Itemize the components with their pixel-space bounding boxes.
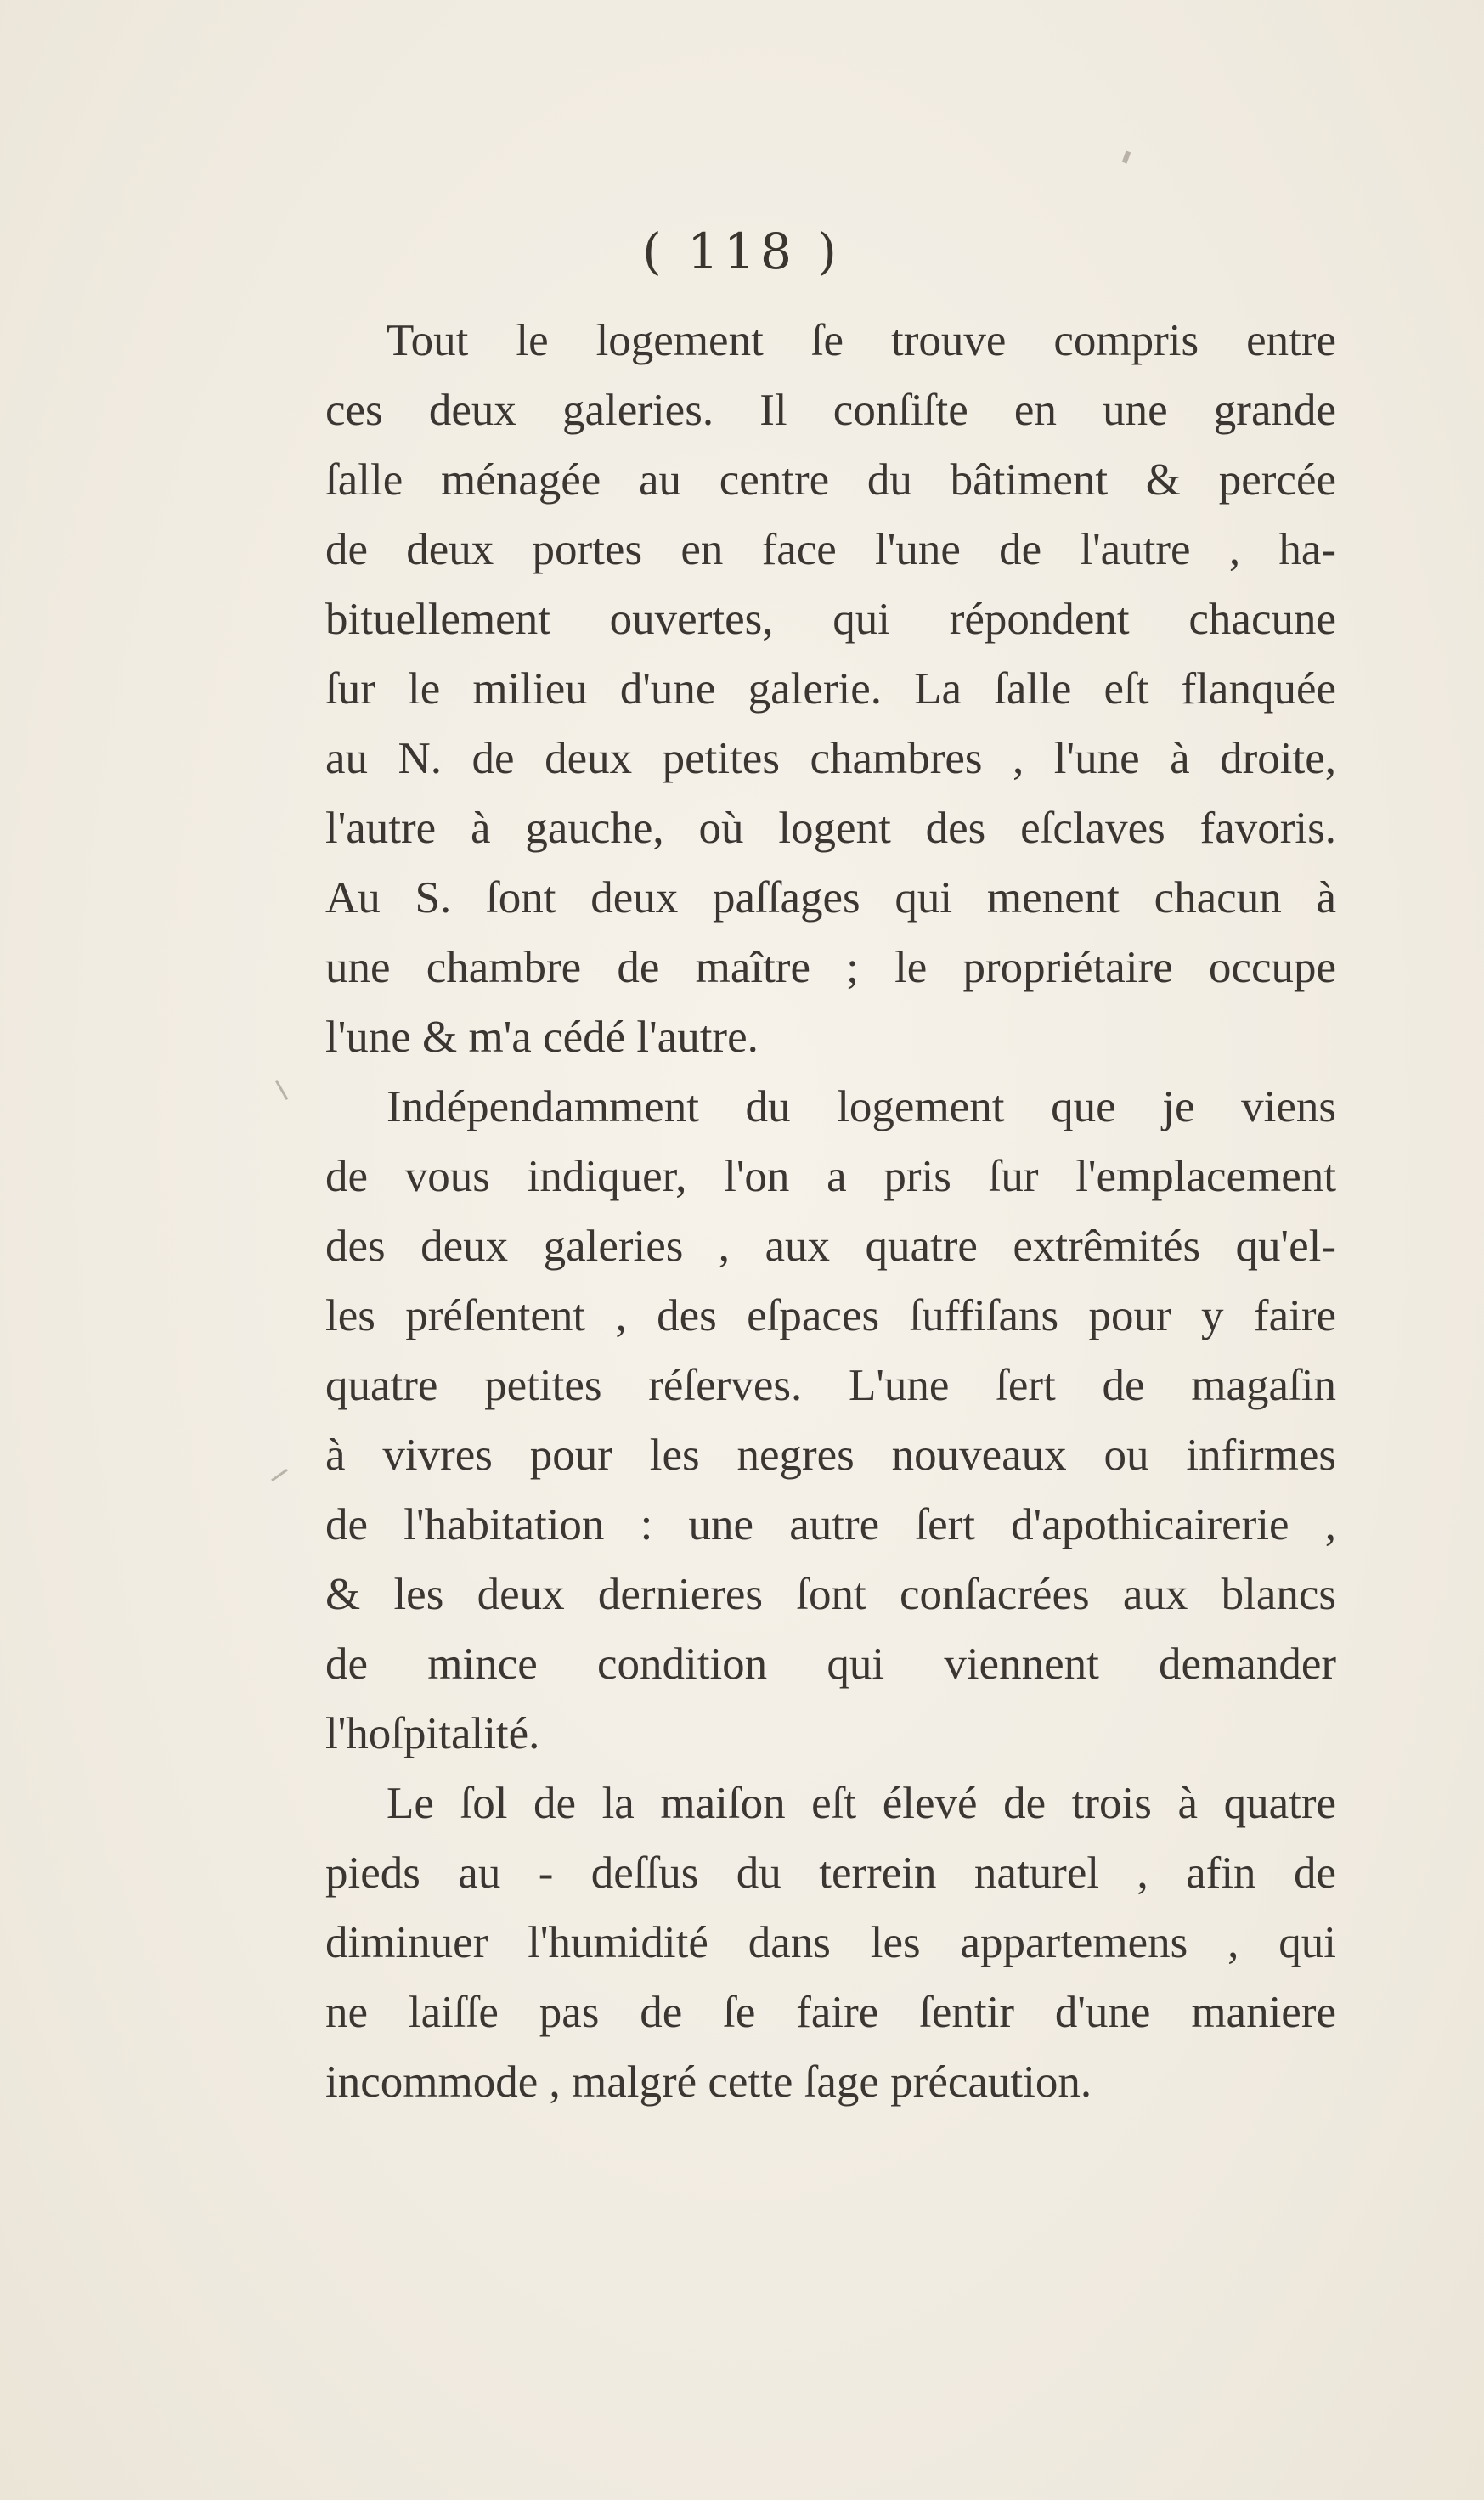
text-line: une chambre de maître ; le propriétaire occupe bbox=[325, 943, 1336, 992]
text-line: incommode , malgré cette ſage précaution. bbox=[325, 2057, 1092, 2107]
text-line: diminuer l'humidité dans les appartemens , qui bbox=[325, 1918, 1336, 1967]
text-line: les préſentent , des eſpaces ſuffiſans pour y faire bbox=[325, 1291, 1336, 1340]
text-line: de vous indiquer, l'on a pris ſur l'emplacement bbox=[325, 1152, 1336, 1201]
text-line: ſur le milieu d'une galerie. La ſalle eſt flanquée bbox=[325, 664, 1336, 714]
text-line: Tout le logement ſe trouve compris entre bbox=[387, 316, 1336, 365]
scan-speck bbox=[271, 1469, 288, 1481]
text-line: Au S. ſont deux paſſages qui menent chacun à bbox=[325, 873, 1336, 923]
text-line: l'autre à gauche, où logent des eſclaves favoris. bbox=[325, 804, 1336, 853]
body-text bbox=[325, 306, 1336, 2117]
text-line: pieds au - deſſus du terrein naturel , afin de bbox=[325, 1848, 1336, 1898]
text-line: l'une & m'a cédé l'autre. bbox=[325, 1013, 759, 1062]
text-line: Le ſol de la maiſon eſt élevé de trois à quatre bbox=[387, 1779, 1336, 1828]
text-line: ne laiſſe pas de ſe faire ſentir d'une maniere bbox=[325, 1988, 1336, 2037]
text-line: à vivres pour les negres nouveaux ou infirmes bbox=[325, 1431, 1336, 1480]
scan-speck bbox=[1122, 150, 1131, 163]
text-line: & les deux dernieres ſont conſacrées aux blancs bbox=[325, 1570, 1336, 1619]
text-line: ſalle ménagée au centre du bâtiment & percée bbox=[325, 455, 1336, 505]
text-line: bituellement ouvertes, qui répondent chacune bbox=[325, 595, 1336, 644]
text-line: des deux galeries , aux quatre extrêmités qu'el- bbox=[325, 1222, 1336, 1271]
text-line: quatre petites réſerves. L'une ſert de magaſin bbox=[325, 1361, 1336, 1410]
text-line: de l'habitation : une autre ſert d'apothicairerie , bbox=[325, 1500, 1336, 1549]
text-line: de deux portes en face l'une de l'autre , ha- bbox=[325, 525, 1336, 574]
page-number: ( 118 ) bbox=[642, 223, 842, 280]
text-line: l'hoſpitalité. bbox=[325, 1709, 540, 1758]
text-line: au N. de deux petites chambres , l'une à droite, bbox=[325, 734, 1336, 783]
text-line: de mince condition qui viennent demander bbox=[325, 1639, 1336, 1689]
text-line: ces deux galeries. Il conſiſte en une grande bbox=[325, 386, 1336, 435]
scan-speck bbox=[275, 1080, 289, 1100]
text-line: Indépendamment du logement que je viens bbox=[387, 1082, 1336, 1131]
